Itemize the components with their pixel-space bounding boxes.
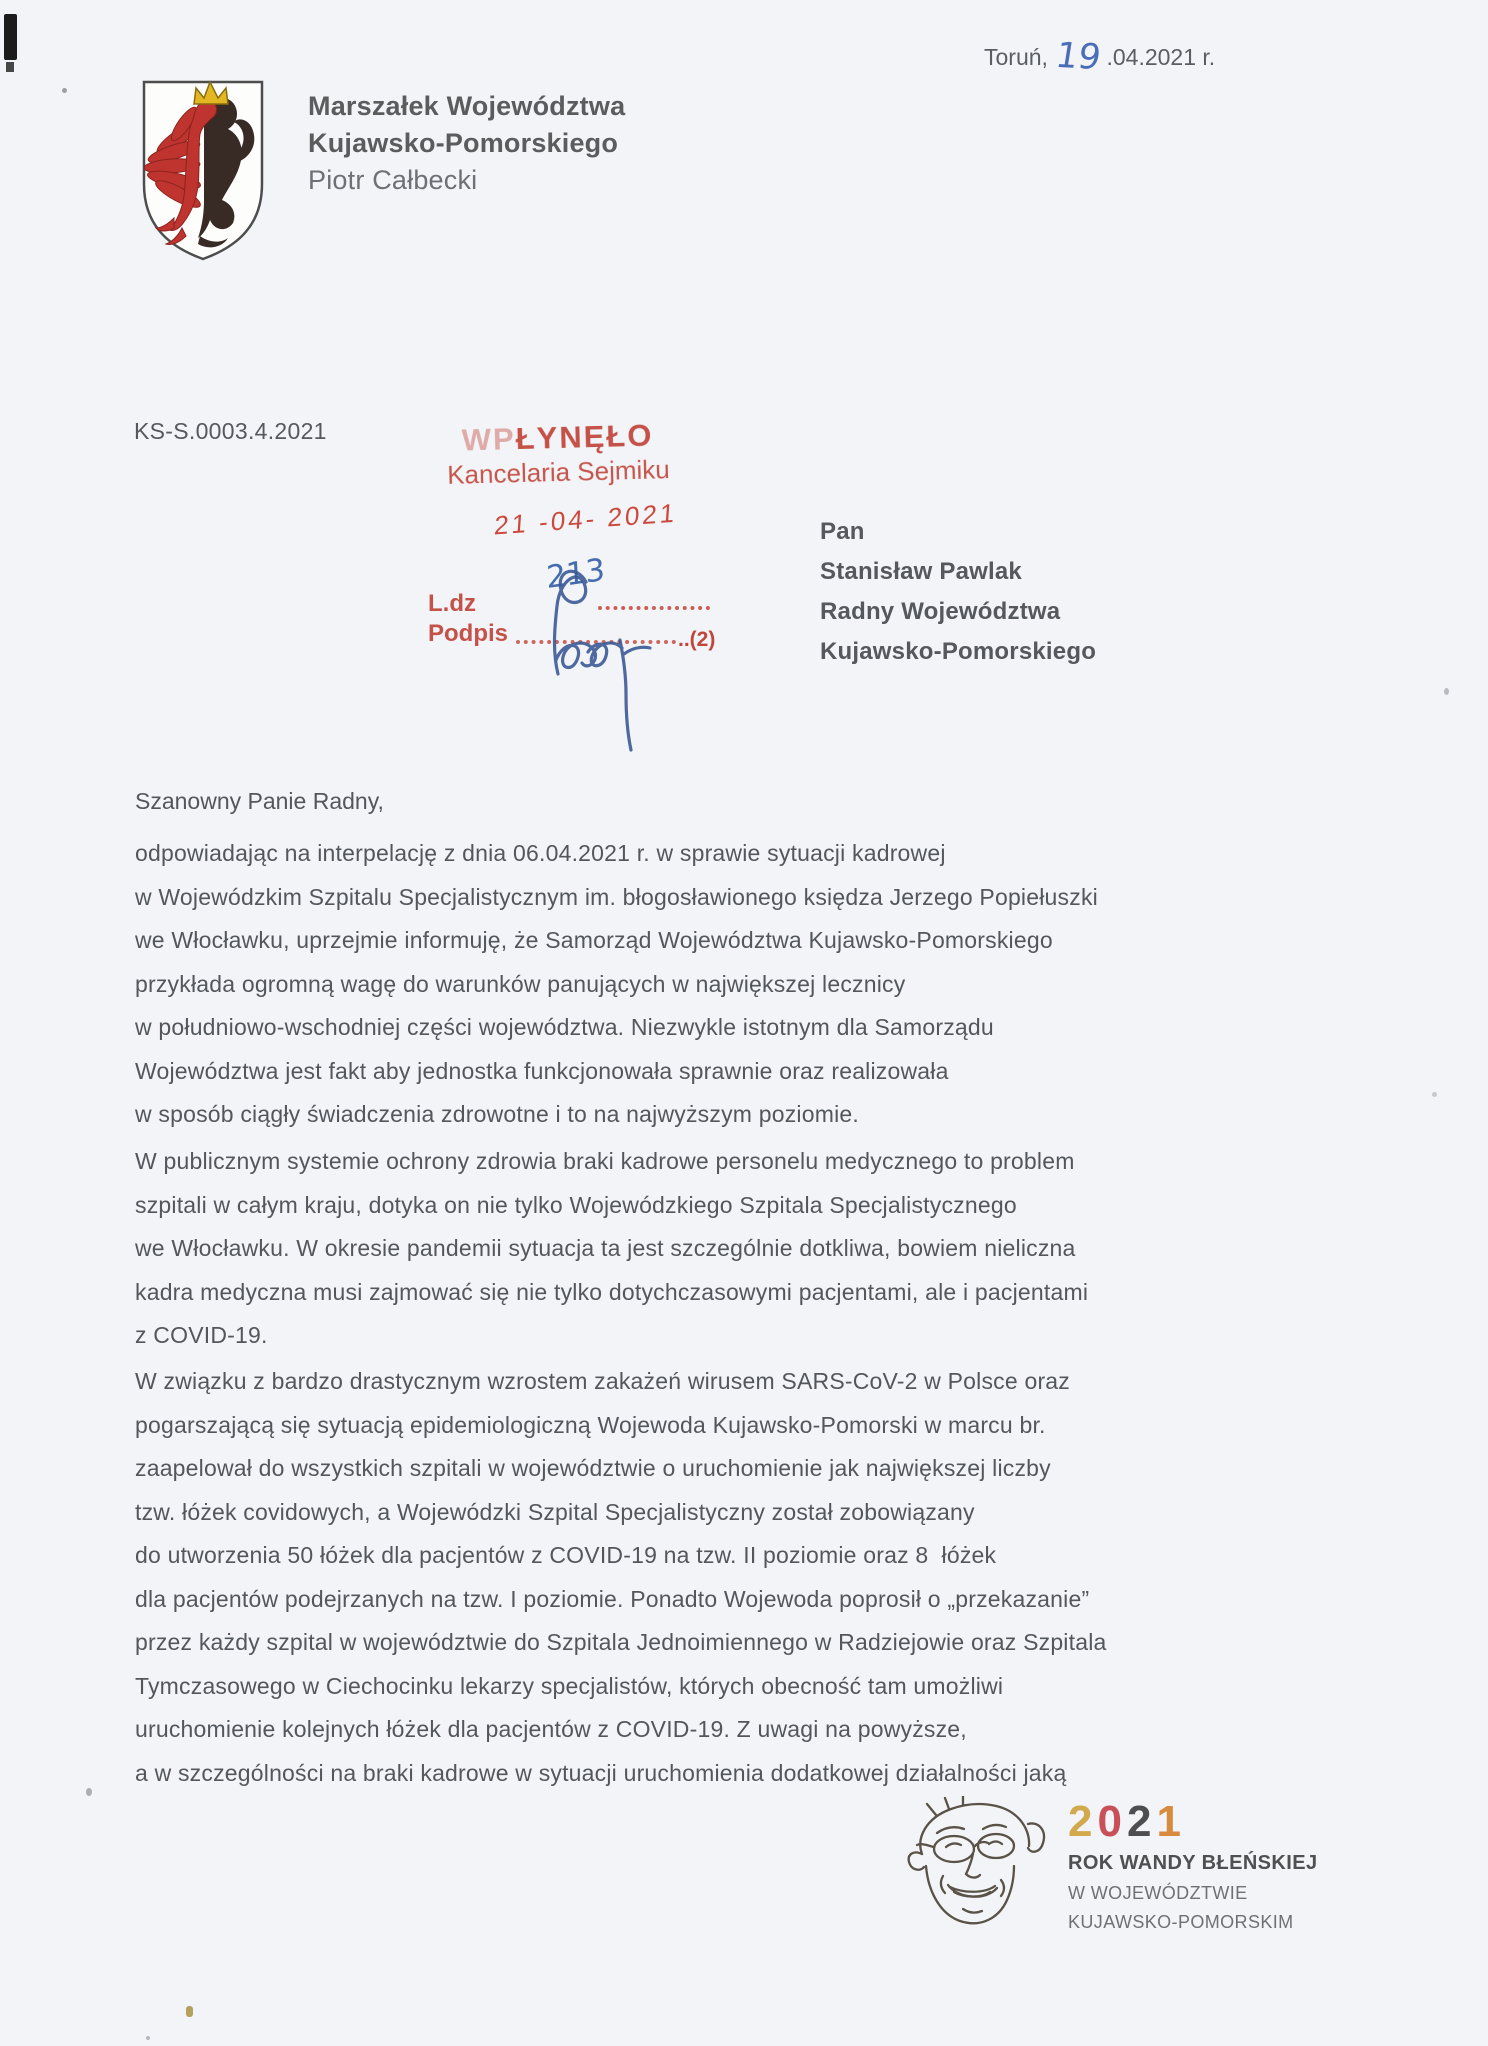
- body-line: pogarszającą się sytuacją epidemiologiczną Wojewoda Kujawsko-Pomorski w marcu br.: [135, 1411, 1046, 1438]
- wanda-blenska-sketch-icon: [896, 1796, 1056, 1946]
- scan-speck: [62, 88, 67, 93]
- sender-block: [308, 88, 625, 199]
- body-line: w sposób ciągły świadczenia zdrowotne i to na najwyższym poziomie.: [135, 1101, 859, 1127]
- handwritten-day: 19: [1052, 35, 1104, 79]
- body-line: W publicznym systemie ochrony zdrowia braki kadrowe personelu medycznego to problem: [135, 1148, 1075, 1174]
- date-rest: .04.2021 r.: [1106, 44, 1216, 70]
- body-line: a w szczególności na braki kadrowe w sytuacji uruchomienia dodatkowej działalności jaką: [135, 1759, 1067, 1786]
- body-line: z COVID-19.: [135, 1322, 268, 1348]
- stamp-ldz-label: L.dz: [428, 590, 476, 617]
- year-digit: 0: [1097, 1797, 1127, 1846]
- recipient-region: Kujawsko-Pomorskiego: [820, 638, 1097, 665]
- signature-scribble: [528, 562, 688, 757]
- sender-region: Kujawsko-Pomorskiego: [308, 128, 619, 158]
- footer-year: [1068, 1796, 1318, 1848]
- recipient-name: Stanisław Pawlak: [820, 558, 1022, 585]
- body-line: szpitali w całym kraju, dotyka on nie tylko Wojewódzkiego Szpitala Specjalistycznego: [135, 1191, 1017, 1218]
- recipient-salutation-word: Pan: [820, 518, 865, 545]
- body-line: odpowiadając na interpelację z dnia 06.04.2021 r. w sprawie sytuacji kadrowej: [135, 840, 946, 866]
- stamp-title-rest: ŁYNĘŁO: [515, 417, 654, 457]
- stamp-podpis-suffix: ..(2): [678, 628, 716, 651]
- handwritten-registry-number: 213: [545, 551, 606, 597]
- paragraph-1: [135, 832, 1098, 1137]
- body-line: W związku z bardzo drastycznym wzrostem zakażeń wirusem SARS-CoV-2 w Polsce oraz: [135, 1368, 1071, 1394]
- recipient-block: [820, 512, 1096, 672]
- sender-title: Marszałek Województwa: [308, 91, 626, 121]
- footer-logo-text: [1068, 1796, 1318, 1933]
- registry-stamp: [407, 416, 709, 492]
- stamp-date-handwritten: 21 -04- 2021: [493, 497, 679, 541]
- footer-campaign-sub2: KUJAWSKO-POMORSKIM: [1068, 1912, 1294, 1932]
- date-line: [984, 35, 1216, 79]
- footer-campaign-sub1: W WOJEWÓDZTWIE: [1068, 1883, 1248, 1903]
- scan-speck: [1432, 1092, 1437, 1097]
- body-line: tzw. łóżek covidowych, a Wojewódzki Szpital Specjalistyczny został zobowiązany: [135, 1498, 975, 1525]
- body-line: w południowo-wschodniej części województwa. Niezwykle istotnym dla Samorządu: [135, 1014, 994, 1040]
- scan-speck: [86, 1788, 92, 1796]
- body-line: przykłada ogromną wagę do warunków panujących w największej lecznicy: [135, 970, 906, 997]
- body-line: we Włocławku, uprzejmie informuję, że Samorząd Województwa Kujawsko-Pomorskiego: [135, 927, 1053, 953]
- body-line: do utworzenia 50 łóżek dla pacjentów z COVID-19 na tzw. II poziomie oraz 8 łóżek: [135, 1542, 997, 1568]
- body-line: dla pacjentów podejrzanych na tzw. I poziomie. Ponadto Wojewoda poprosił o „przekazanie”: [135, 1585, 1090, 1612]
- kujawsko-pomorskie-coat-of-arms-icon: [138, 76, 268, 264]
- body-line: Tymczasowego w Ciechocinku lekarzy specjalistów, których obecność tam umożliwi: [135, 1672, 1004, 1699]
- stamp-title-faded: WP: [461, 421, 517, 458]
- body-line: Województwa jest fakt aby jednostka funkcjonowała sprawnie oraz realizowała: [135, 1057, 949, 1084]
- paragraph-3: [135, 1360, 1107, 1795]
- scan-edge-artifact: [4, 14, 17, 60]
- scan-speck: [1444, 688, 1449, 695]
- stamp-office: Kancelaria Sejmiku: [446, 454, 671, 490]
- salutation: Szanowny Panie Radny,: [135, 788, 384, 814]
- body-line: uruchomienie kolejnych łóżek dla pacjentów z COVID-19. Z uwagi na powyższe,: [135, 1716, 967, 1742]
- scan-speck: [146, 2036, 150, 2040]
- body-line: w Wojewódzkim Szpitalu Specjalistycznym im. błogosławionego księdza Jerzego Popiełuszki: [135, 883, 1098, 910]
- footer-campaign-title: ROK WANDY BŁEŃSKIEJ: [1068, 1852, 1318, 1874]
- year-digit: 1: [1156, 1797, 1186, 1846]
- body-line: kadra medyczna musi zajmować się nie tylko dotychczasowymi pacjentami, ale i pacjentami: [135, 1278, 1089, 1305]
- paragraph-2: [135, 1140, 1088, 1358]
- body-line: przez każdy szpital w województwie do Szpitala Jednoimiennego w Radziejowie oraz Szpitala: [135, 1629, 1107, 1655]
- scan-speck: [186, 2006, 193, 2017]
- scan-edge-artifact: [6, 62, 14, 72]
- sender-name: Piotr Całbecki: [308, 165, 478, 195]
- recipient-role: Radny Województwa: [820, 598, 1061, 625]
- year-digit: 2: [1126, 1797, 1157, 1846]
- year-digit: 2: [1068, 1797, 1098, 1846]
- date-city: Toruń,: [984, 44, 1048, 70]
- stamp-podpis-label: Podpis: [428, 620, 509, 647]
- body-line: zaapelował do wszystkich szpitali w województwie o uruchomienie jak największej liczby: [135, 1455, 1051, 1481]
- body-line: we Włocławku. W okresie pandemii sytuacja ta jest szczególnie dotkliwa, bowiem nieliczna: [135, 1235, 1076, 1261]
- reference-number: KS-S.0003.4.2021: [134, 418, 327, 444]
